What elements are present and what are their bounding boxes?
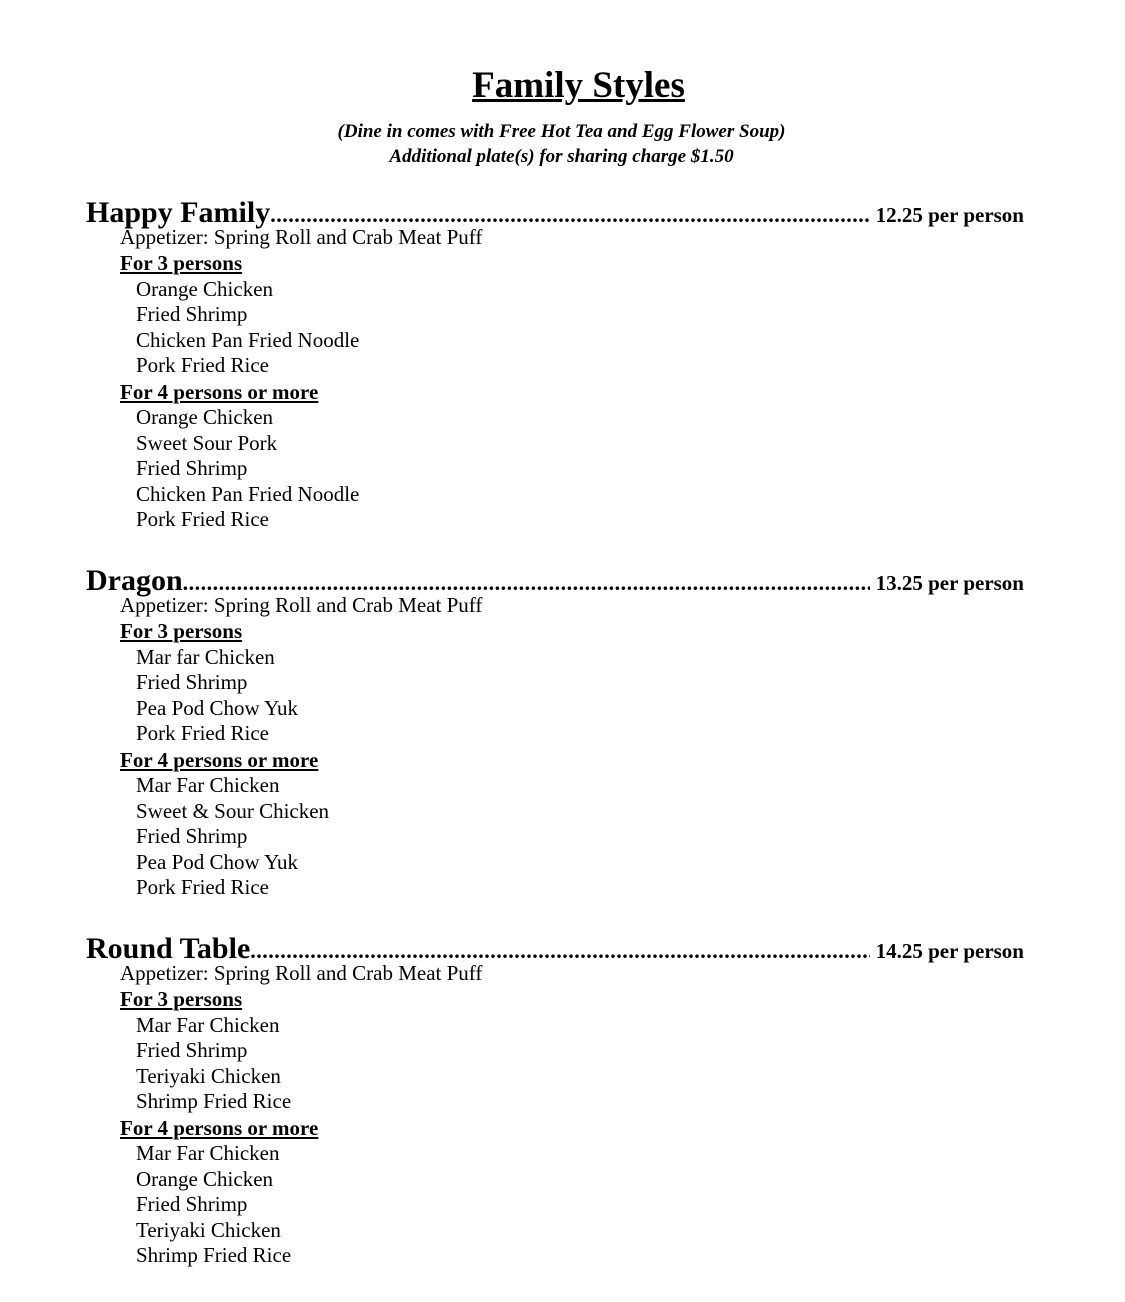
list-item: Chicken Pan Fried Noodle [136,482,360,506]
section-name: Dragon [86,564,183,597]
list-item: Fried Shrimp [136,1192,248,1216]
list-item: Teriyaki Chicken [136,1064,281,1088]
subtitle-sharing-charge: Additional plate(s) for sharing charge $1.50 [389,146,734,167]
list-item: Pork Fried Rice [136,353,269,377]
section-name: Happy Family [86,196,271,229]
list-item: Teriyaki Chicken [136,1218,281,1242]
list-item: Pea Pod Chow Yuk [136,850,298,874]
list-item: Pork Fried Rice [136,721,269,745]
page-title: Family Styles [472,65,685,106]
list-item: Fried Shrimp [136,670,248,694]
section-price: 13.25 per person [875,571,1024,595]
list-item: Sweet Sour Pork [136,431,278,455]
group-label: For 4 persons or more [120,380,319,404]
group-label: For 4 persons or more [120,748,319,772]
list-item: Shrimp Fried Rice [136,1089,292,1113]
section-price: 14.25 per person [875,939,1024,963]
list-item: Pea Pod Chow Yuk [136,696,298,720]
appetizer-line: Appetizer: Spring Roll and Crab Meat Puff [120,593,483,617]
group-label: For 3 persons [120,619,243,643]
list-item: Mar far Chicken [136,645,275,669]
list-item: Mar Far Chicken [136,1141,280,1165]
list-item: Orange Chicken [136,277,274,301]
group-label: For 3 persons [120,987,243,1011]
list-item: Pork Fried Rice [136,507,269,531]
list-item: Mar Far Chicken [136,773,280,797]
list-item: Fried Shrimp [136,1038,248,1062]
list-item: Mar Far Chicken [136,1013,280,1037]
list-item: Shrimp Fried Rice [136,1243,292,1267]
list-item: Fried Shrimp [136,824,248,848]
list-item: Pork Fried Rice [136,875,269,899]
group-label: For 4 persons or more [120,1116,319,1140]
section-price: 12.25 per person [875,203,1024,227]
subtitle-dine-in: (Dine in comes with Free Hot Tea and Egg Flower Soup) [337,121,786,142]
list-item: Orange Chicken [136,405,274,429]
appetizer-line: Appetizer: Spring Roll and Crab Meat Puff [120,961,483,985]
appetizer-line: Appetizer: Spring Roll and Crab Meat Puff [120,225,483,249]
list-item: Fried Shrimp [136,456,248,480]
list-item: Fried Shrimp [136,302,248,326]
group-label: For 3 persons [120,251,243,275]
section-name: Round Table [86,932,251,965]
list-item: Sweet & Sour Chicken [136,799,330,823]
list-item: Chicken Pan Fried Noodle [136,328,360,352]
list-item: Orange Chicken [136,1167,274,1191]
